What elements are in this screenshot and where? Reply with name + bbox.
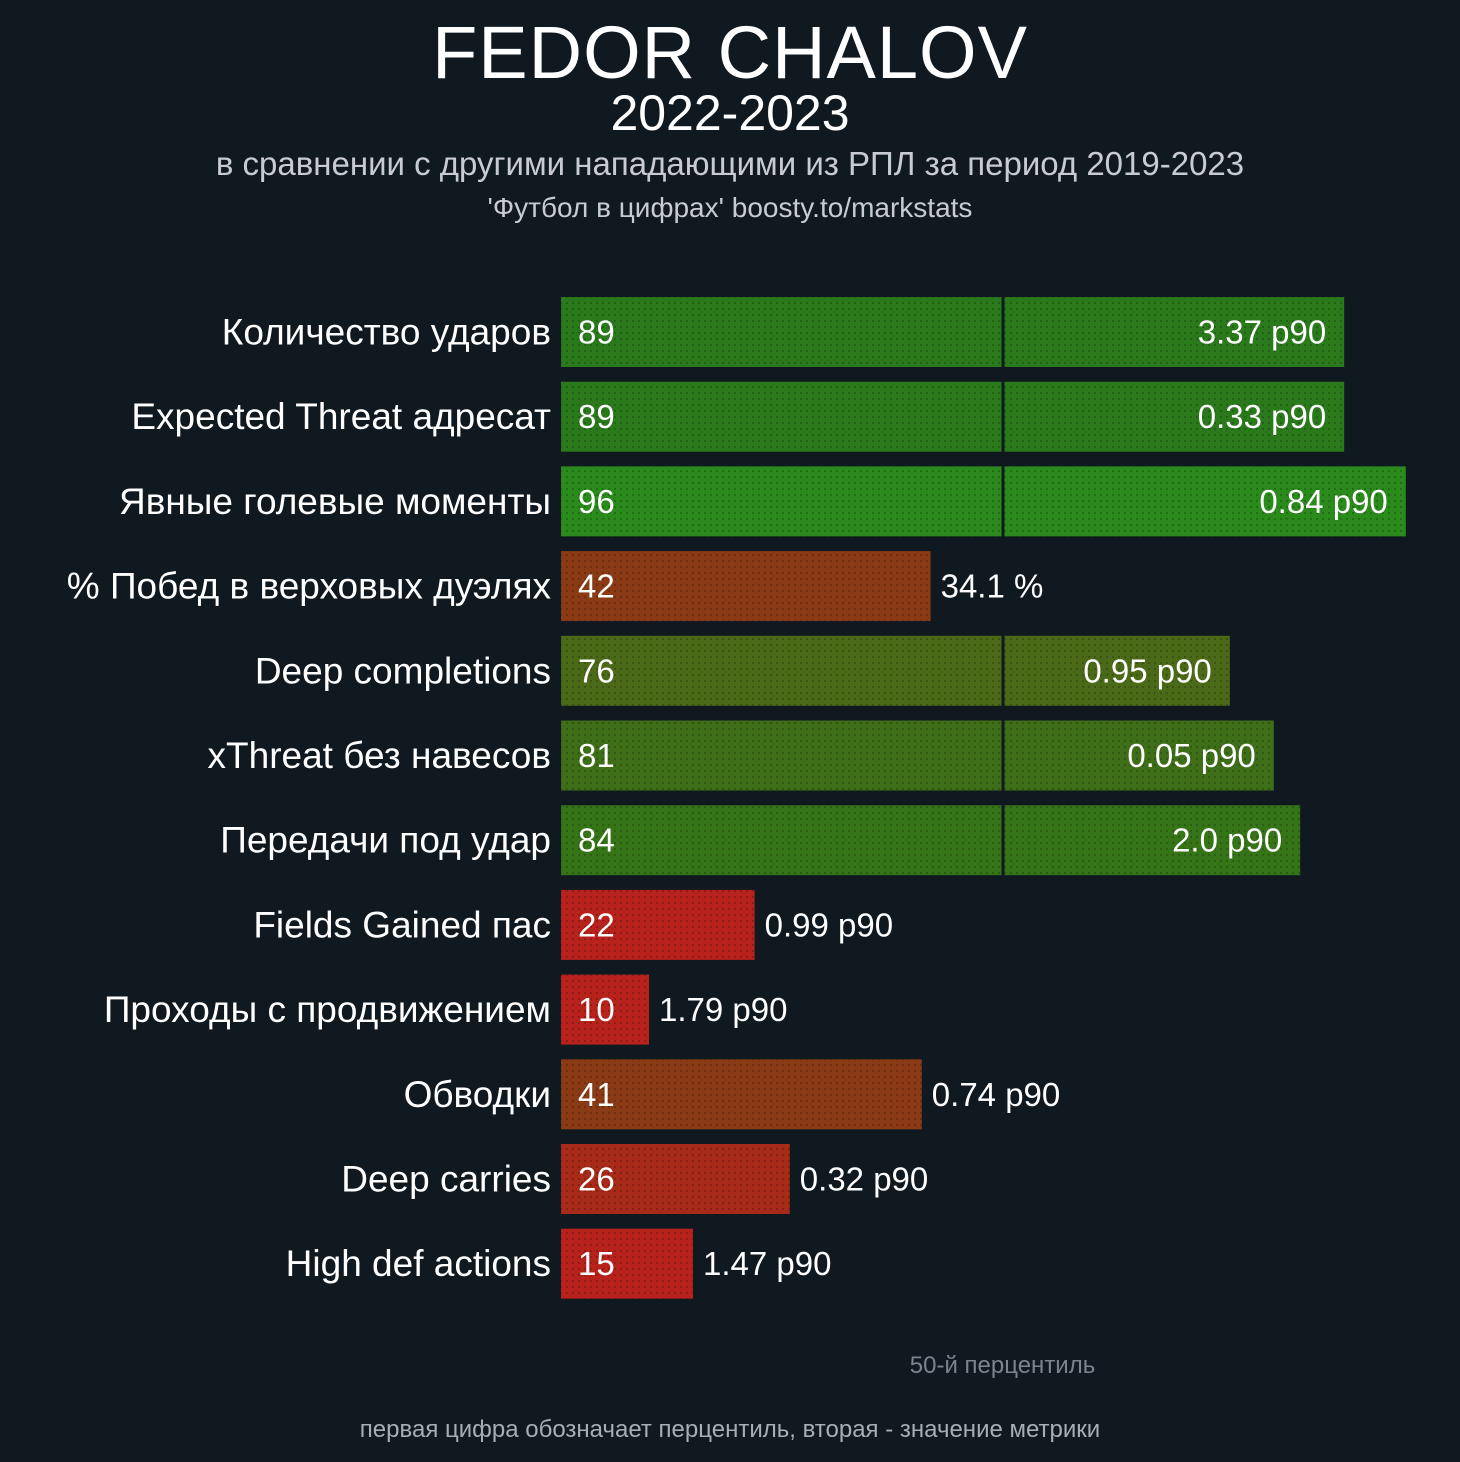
metric-label: xThreat без навесов — [207, 735, 551, 776]
percentile-label: 96 — [578, 482, 615, 520]
metric-value-label: 3.37 p90 — [1197, 313, 1327, 351]
metric-value-label: 0.74 p90 — [931, 1075, 1061, 1113]
metric-label: Количество ударов — [221, 311, 551, 353]
metric-value-label: 0.05 p90 — [1127, 737, 1256, 774]
bar-texture — [561, 1059, 922, 1129]
percentile-label: 26 — [578, 1160, 615, 1198]
percentile-label: 89 — [578, 313, 615, 351]
chart-title: FEDOR CHALOV — [432, 11, 1028, 94]
metric-value-label: 34.1 % — [940, 567, 1044, 605]
labels-layer — [67, 312, 1388, 1285]
metric-label: Fields Gained пас — [253, 904, 551, 946]
chart-subtitle: в сравнении с другими нападающими из РПЛ за период 2019-2023 — [215, 145, 1245, 182]
metric-label: Обводки — [403, 1073, 551, 1115]
percentile-label: 15 — [578, 1245, 615, 1283]
metric-value-label: 1.79 p90 — [659, 991, 788, 1029]
metric-value-label: 0.84 p90 — [1259, 482, 1388, 520]
percentile-label: 89 — [578, 398, 615, 436]
metric-label: High def actions — [285, 1243, 551, 1285]
metric-value-label: 1.47 p90 — [703, 1245, 832, 1283]
percentile-label: 84 — [578, 821, 615, 859]
median-label: 50-й перцентиль — [909, 1352, 1096, 1379]
metric-label: Deep carries — [341, 1158, 551, 1200]
bars-layer — [561, 297, 1406, 1299]
footnote: первая цифра обозначает перцентиль, вторая - значение метрики — [359, 1416, 1101, 1443]
season-label: 2022-2023 — [610, 85, 850, 141]
percentile-label: 42 — [578, 567, 615, 605]
metric-value-label: 0.95 p90 — [1083, 652, 1212, 690]
percentile-label: 41 — [578, 1075, 615, 1113]
metric-label: Expected Threat адресат — [131, 396, 551, 438]
metric-label: % Побед в верховых дуэлях — [66, 565, 551, 607]
metric-value-label: 0.32 p90 — [799, 1160, 929, 1198]
metric-value-label: 2.0 p90 — [1172, 821, 1283, 859]
percentile-label: 10 — [578, 991, 615, 1029]
metric-label: Явные голевые моменты — [119, 480, 551, 522]
metric-value-label: 0.33 p90 — [1197, 398, 1327, 436]
percentile-label: 76 — [578, 652, 615, 690]
metric-label: Deep completions — [254, 650, 551, 692]
percentile-label: 81 — [578, 737, 615, 774]
metric-label: Передачи под удар — [220, 819, 551, 861]
source-credit: 'Футбол в цифрах' boosty.to/markstats — [487, 192, 973, 223]
metric-label: Проходы с продвижением — [103, 989, 551, 1031]
bar-texture — [561, 551, 931, 621]
percentile-label: 22 — [578, 906, 615, 944]
metric-value-label: 0.99 p90 — [764, 906, 894, 944]
